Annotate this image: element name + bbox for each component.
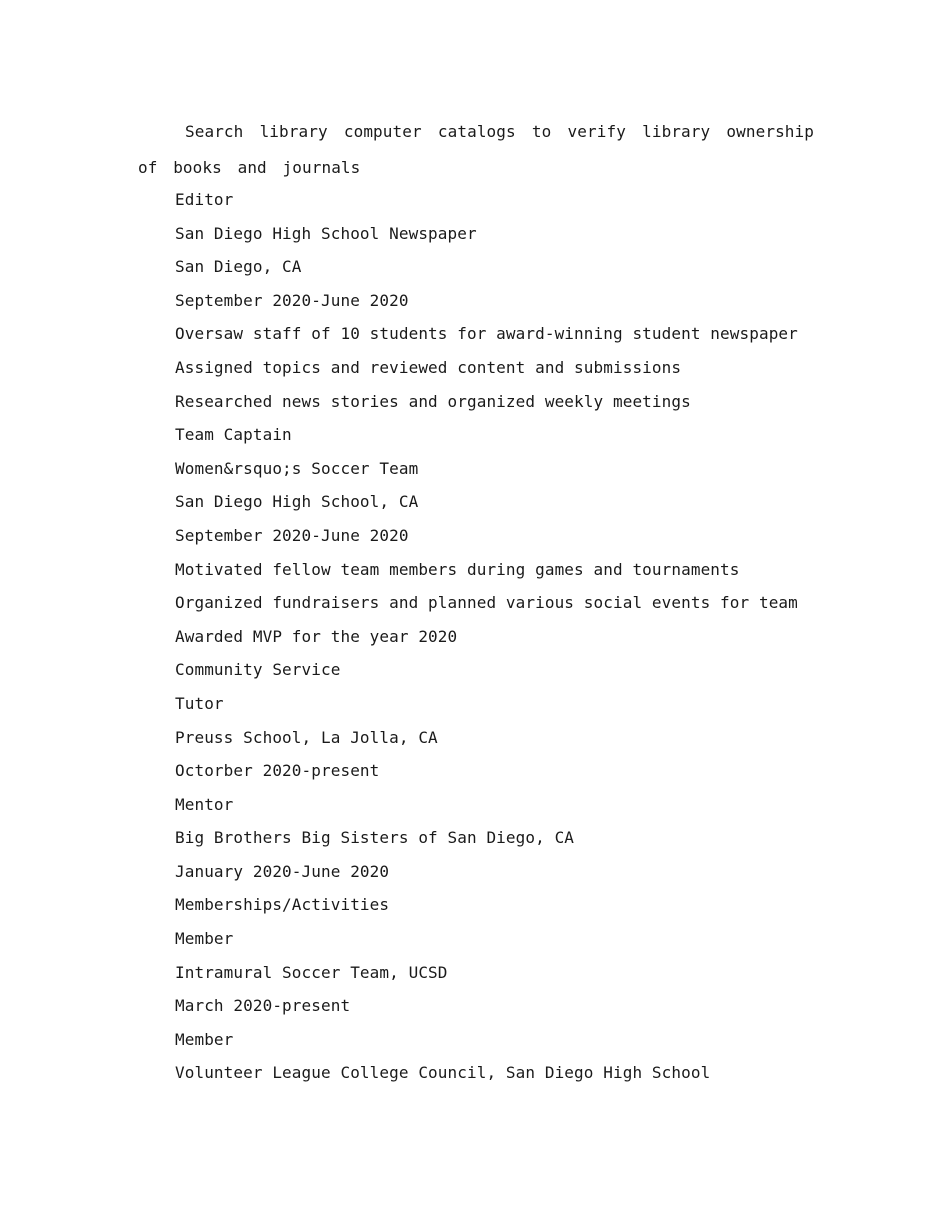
- line-soccer-duty-2: Organized fundraisers and planned various social events for team: [175, 593, 798, 613]
- line-newspaper-duty-1: Oversaw staff of 10 students for award-winning student newspaper: [175, 324, 798, 344]
- line-soccer-award: Awarded MVP for the year 2020: [175, 626, 458, 646]
- document-body: [138, 114, 814, 1090]
- line-soccer-dates: September 2020-June 2020: [175, 525, 409, 545]
- line-section-memberships: Memberships/Activities: [175, 895, 390, 915]
- line-member-title-1: Member: [175, 929, 234, 949]
- line-mentor-dates: January 2020-June 2020: [175, 861, 390, 881]
- line-intramural-team: Intramural Soccer Team, UCSD: [175, 962, 448, 982]
- line-newspaper-dates: September 2020-June 2020: [175, 290, 409, 310]
- line-soccer-duty-1: Motivated fellow team members during games and tournaments: [175, 559, 740, 579]
- line-newspaper-org: San Diego High School Newspaper: [175, 223, 477, 243]
- intro-paragraph: Search library computer catalogs to verify library ownership of books and journals: [138, 122, 814, 177]
- line-newspaper-duty-3: Researched news stories and organized weekly meetings: [175, 391, 691, 411]
- line-soccer-team: Women&rsquo;s Soccer Team: [175, 458, 419, 478]
- line-section-community-service: Community Service: [175, 660, 341, 680]
- line-volunteer-league: Volunteer League College Council, San Diego High School: [175, 1063, 711, 1083]
- resume-lines: [138, 183, 814, 1090]
- line-intramural-dates: March 2020-present: [175, 996, 351, 1016]
- line-member-title-2: Member: [175, 1029, 234, 1049]
- line-tutor-location: Preuss School, La Jolla, CA: [175, 727, 438, 747]
- line-newspaper-location: San Diego, CA: [175, 257, 302, 277]
- line-editor-title: Editor: [175, 190, 234, 209]
- line-mentor-org: Big Brothers Big Sisters of San Diego, CA: [175, 828, 575, 848]
- line-tutor-dates: Octorber 2020-present: [175, 761, 380, 781]
- line-captain-title: Team Captain: [175, 425, 292, 445]
- line-soccer-location: San Diego High School, CA: [175, 492, 419, 512]
- line-tutor-title: Tutor: [175, 693, 224, 713]
- line-newspaper-duty-2: Assigned topics and reviewed content and submissions: [175, 357, 682, 377]
- line-mentor-title: Mentor: [175, 794, 234, 814]
